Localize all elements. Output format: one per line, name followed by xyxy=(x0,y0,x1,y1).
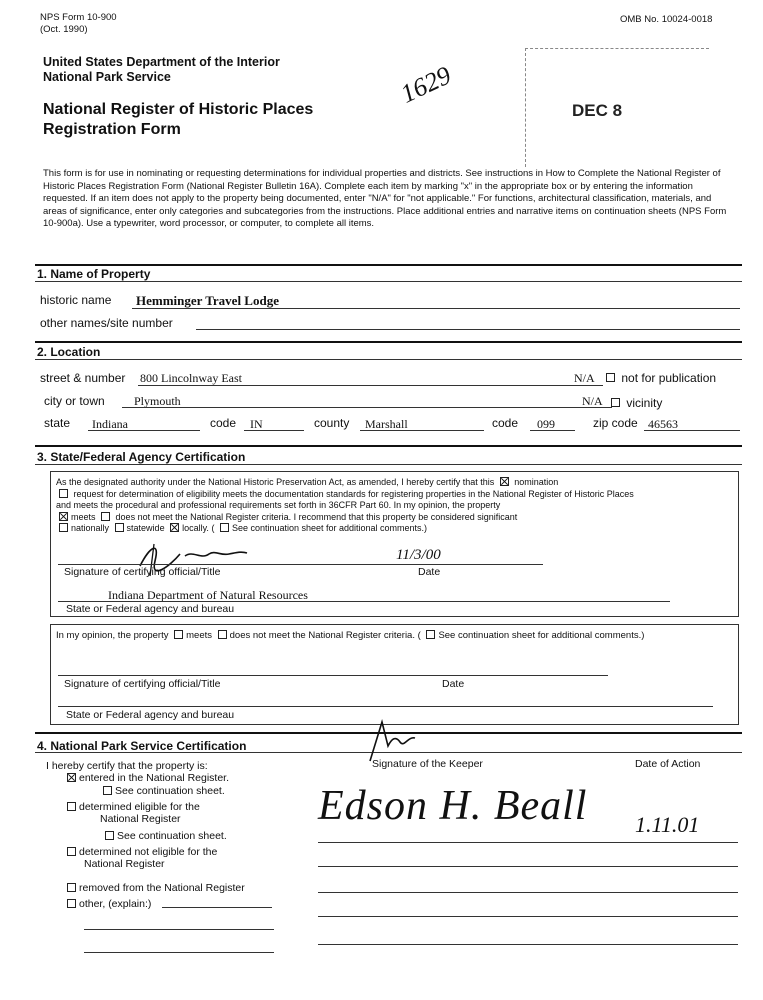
agency-field[interactable]: Indiana Department of Natural Resources xyxy=(108,588,308,602)
street-label: street & number xyxy=(40,371,126,385)
request-checkbox[interactable] xyxy=(59,489,68,498)
vicinity-checkbox[interactable] xyxy=(611,398,620,407)
instructions-paragraph: This form is for use in nominating or requesting determinations for individual properties and districts. See instructions in How to Complete the National Register of Historic Places Registration Form (National Register Bulletin 16A). Complete each item by marking "x" in the appropriate box or by entering the information requested. If an item does not apply to the property being documented, enter "N/A" for "not applicable." For functions, architectural classification, materials, and areas of significance, enter only categories and subcategories from the instructions. Place additional entries and narrative items on continuation sheets (NPS Form 10-900a). Use a typewriter, word processor, or computer, to complete all items. xyxy=(43,168,727,229)
vicinity-group xyxy=(608,396,662,410)
removed-checkbox[interactable] xyxy=(67,883,76,892)
cert-text-2: request for determination of eligibility meets the documentation standards for registering properties in the National Register of Historic Places and meets the procedural and professional requirements set forth in 36CFR Part 60. In my opinion, the property xyxy=(56,488,634,510)
county-label: county xyxy=(314,416,350,430)
cont2-label: See continuation sheet. xyxy=(117,830,227,842)
opinion-text-3: See continuation sheet for additional comments.) xyxy=(438,630,645,641)
nomination-label: nomination xyxy=(514,477,559,487)
cont1-label: See continuation sheet. xyxy=(115,785,225,797)
eligible-label-2: National Register xyxy=(100,813,181,825)
na-vicinity: N/A xyxy=(582,394,603,408)
opinion-continuation-checkbox[interactable] xyxy=(426,630,435,639)
section4-heading: 4. National Park Service Certification xyxy=(37,739,247,753)
received-stamp xyxy=(525,48,709,167)
not-eligible-checkbox[interactable] xyxy=(67,847,76,856)
eligible-label: determined eligible for the xyxy=(79,801,200,813)
state-code-line xyxy=(244,430,304,431)
cert-text-1: As the designated authority under the National Historic Preservation Act, as amended, I hereby certify that this xyxy=(56,477,495,487)
opinion-meets-label: meets xyxy=(186,630,212,641)
state-code-field[interactable]: IN xyxy=(250,417,263,431)
signature-label: Signature of certifying official/Title xyxy=(64,566,221,578)
not-eligible-option xyxy=(64,846,217,858)
not-eligible-label-2: National Register xyxy=(84,858,165,870)
not-eligible-label: determined not eligible for the xyxy=(79,846,218,858)
na-publication: N/A xyxy=(574,371,595,385)
state-code-label: code xyxy=(210,416,237,430)
other-explain-line-3[interactable] xyxy=(84,952,274,953)
eligible-option xyxy=(64,801,200,813)
opinion-does-not-meet-checkbox[interactable] xyxy=(218,630,227,639)
keeper-line-4 xyxy=(318,916,738,917)
certification-paragraph: As the designated authority under the National Historic Preservation Act, as amended, I hereby certify that this nomination request for determination of eligibility meets the documentation standards for registering properties in the National Register of Historic Places and meets the procedural and professional requirements set forth in 36CFR Part 60. In my opinion, the property meets does not meet the National Register criteria. I recommend that this property be considered significant nationally statewide locally. ( See continuation sheet for additional comments.) xyxy=(56,477,634,533)
historic-name-label: historic name xyxy=(40,293,112,307)
keeper-line-1 xyxy=(318,842,738,843)
other-names-label: other names/site number xyxy=(40,316,173,330)
keeper-signature[interactable]: Edson H. Beall xyxy=(318,783,588,829)
date-of-action-label: Date of Action xyxy=(635,758,701,770)
state-line xyxy=(88,430,200,431)
agency-line-2 xyxy=(58,706,713,707)
signature-line xyxy=(58,564,543,565)
statewide-checkbox[interactable] xyxy=(115,523,124,532)
nationally-label: nationally xyxy=(71,523,110,533)
handwritten-number: 1629 xyxy=(396,60,456,109)
cont1-option xyxy=(100,785,225,797)
section1-heading: 1. Name of Property xyxy=(37,267,151,281)
statewide-label: statewide xyxy=(126,523,165,533)
street-field[interactable]: 800 Lincolnway East xyxy=(140,371,242,385)
continuation-label: See continuation sheet for additional comments.) xyxy=(231,523,428,533)
keeper-line-2 xyxy=(318,866,738,867)
nomination-checkbox[interactable] xyxy=(500,477,509,486)
county-field[interactable]: Marshall xyxy=(365,417,408,431)
other-explain-line[interactable] xyxy=(162,907,272,908)
service: National Park Service xyxy=(43,70,171,84)
not-for-publication-label: not for publication xyxy=(621,371,717,385)
cert-text-3: does not meet the National Register criteria. I recommend that this property be considered significant xyxy=(115,511,518,522)
zip-field[interactable]: 46563 xyxy=(648,417,678,431)
form-number: NPS Form 10-900 xyxy=(40,12,117,23)
form-date: (Oct. 1990) xyxy=(40,24,88,35)
divider xyxy=(35,281,742,282)
historic-name-line xyxy=(132,308,740,309)
section3-heading: 3. State/Federal Agency Certification xyxy=(37,450,246,464)
eligible-checkbox[interactable] xyxy=(67,802,76,811)
agency-label-2: State or Federal agency and bureau xyxy=(66,709,235,721)
date-label: Date xyxy=(418,566,441,578)
page-title: National Register of Historic Places xyxy=(43,101,314,118)
omb-number: OMB No. 10024-0018 xyxy=(620,14,713,25)
does-not-meet-checkbox[interactable] xyxy=(101,512,110,521)
zip-label: zip code xyxy=(593,416,638,430)
county-code-field[interactable]: 099 xyxy=(537,417,555,431)
removed-option xyxy=(64,882,245,894)
other-option xyxy=(64,898,151,910)
street-line xyxy=(138,385,603,386)
city-field[interactable]: Plymouth xyxy=(134,394,181,408)
entered-checkbox[interactable] xyxy=(67,773,76,782)
nationally-checkbox[interactable] xyxy=(59,523,68,532)
action-date[interactable]: 1.11.01 xyxy=(635,812,700,837)
stamp-date: DEC 8 xyxy=(572,101,623,120)
divider xyxy=(35,464,742,465)
agency-line xyxy=(58,601,670,602)
keeper-line-5 xyxy=(318,944,738,945)
city-label: city or town xyxy=(44,394,105,408)
keeper-intro: I hereby certify that the property is: xyxy=(46,760,208,772)
county-code-label: code xyxy=(492,416,519,430)
certification-date[interactable]: 11/3/00 xyxy=(396,547,441,563)
signature-line-2 xyxy=(58,675,608,676)
keeper-signature-label: Signature of the Keeper xyxy=(372,758,483,770)
opinion-text-2: does not meet the National Register criteria. ( xyxy=(229,630,421,641)
department: United States Department of the Interior xyxy=(43,55,280,69)
county-code-line xyxy=(530,430,575,431)
date-label-2: Date xyxy=(442,678,465,690)
cont2-option xyxy=(102,830,227,842)
state-field[interactable]: Indiana xyxy=(92,417,128,431)
not-for-publication-checkbox[interactable] xyxy=(606,373,615,382)
keeper-line-3 xyxy=(318,892,738,893)
other-label: other, (explain:) xyxy=(79,898,152,910)
not-for-publication-group xyxy=(603,371,716,385)
entered-option xyxy=(64,772,229,784)
section2-heading: 2. Location xyxy=(37,345,101,359)
cont2-checkbox[interactable] xyxy=(105,831,114,840)
meets-checkbox[interactable] xyxy=(59,512,68,521)
county-line xyxy=(360,430,484,431)
continuation-checkbox[interactable] xyxy=(220,523,229,532)
other-checkbox[interactable] xyxy=(67,899,76,908)
other-names-field[interactable] xyxy=(196,329,740,330)
page-subtitle: Registration Form xyxy=(43,121,181,138)
cont1-checkbox[interactable] xyxy=(103,786,112,795)
locally-label: locally. xyxy=(182,523,209,533)
signature-label-2: Signature of certifying official/Title xyxy=(64,678,221,690)
opinion-paragraph xyxy=(56,630,656,642)
other-explain-line-2[interactable] xyxy=(84,929,274,930)
section-divider xyxy=(35,445,742,447)
meets-label: meets xyxy=(71,511,96,522)
keeper-initials xyxy=(360,716,420,766)
removed-label: removed from the National Register xyxy=(79,882,245,894)
entered-label: entered in the National Register. xyxy=(79,772,230,784)
agency-label: State or Federal agency and bureau xyxy=(66,603,235,615)
opinion-text-1: In my opinion, the property xyxy=(56,630,169,641)
vicinity-label: vicinity xyxy=(626,396,663,410)
locally-checkbox[interactable] xyxy=(170,523,179,532)
divider xyxy=(35,359,742,360)
section-divider xyxy=(35,341,742,343)
city-line xyxy=(122,407,612,408)
state-label: state xyxy=(44,416,71,430)
zip-line xyxy=(644,430,740,431)
opinion-meets-checkbox[interactable] xyxy=(174,630,183,639)
section-divider xyxy=(35,264,742,266)
historic-name-field[interactable]: Hemminger Travel Lodge xyxy=(136,293,279,308)
